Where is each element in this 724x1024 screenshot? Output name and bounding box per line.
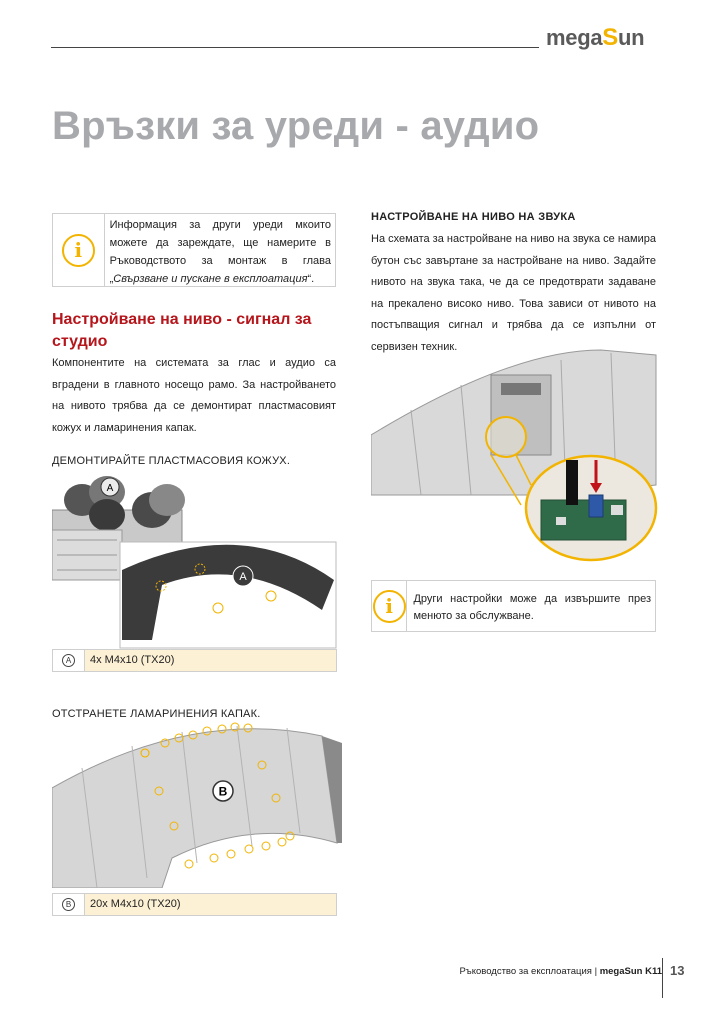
level-potentiometer (589, 495, 603, 517)
legend-row-a (52, 649, 337, 672)
section-heading: Настройване на ниво - сигнал за студио (52, 311, 312, 350)
svg-text:A: A (239, 571, 247, 583)
info-note-text: Информация за други уреди мкоито можете да зареждате, ще намерите в Ръководството за монтаж в глава „Свързване и пускане в експлоатация“. (109, 219, 331, 285)
page-number: 13 (670, 963, 685, 978)
step-instruction-2: ОТСТРАНЕТЕ ЛАМАРИНЕНИЯ КАПАК. (52, 708, 261, 720)
plastic-cover-figure (52, 470, 342, 650)
legend-key-a: A (53, 650, 85, 671)
header-rule (51, 47, 539, 48)
legend-key-b: B (53, 894, 85, 915)
info-icon: i (62, 234, 95, 267)
metal-cover-figure (52, 718, 342, 888)
info-note-box-2 (371, 580, 656, 632)
legend-value-a: 4x M4x10 (TX20) (90, 654, 175, 666)
audio-cable (566, 460, 578, 505)
callout-a-small (101, 478, 119, 496)
step-instruction-1: ДЕМОНТИРАЙТЕ ПЛАСТМАСОВИЯ КОЖУХ. (52, 455, 291, 467)
footer-text: Ръководство за експлоатация | megaSun K11 (459, 966, 662, 977)
info-icon: i (373, 590, 406, 623)
sound-board-figure (371, 345, 661, 565)
right-paragraph: На схемата за настройване на ниво на звука се намира бутон със завъртане за настройване на ниво. Задайте нивото на звука така, че да се предотврати задаване на прекалено високо ниво. Това зависи от нивото на постъпващия сигнал и трябва да се изпълни от сервизен техник. (371, 233, 656, 353)
right-heading: НАСТРОЙВАНЕ НА НИВО НА ЗВУКА (371, 211, 576, 223)
info-note-box (52, 213, 336, 287)
footer-divider (662, 958, 663, 998)
callout-b (213, 781, 233, 801)
section-paragraph: Компонентите на системата за глас и аудио са вградени в главното носещо рамо. За настройването на нивото трябва да се демонтират пластмасовият кожух и ламаринения капак. (52, 357, 336, 434)
callout-a-large (233, 566, 253, 586)
svg-text:A: A (106, 483, 114, 494)
brand-logo: megaSun (546, 24, 645, 51)
svg-text:B: B (218, 784, 228, 799)
info-icon-cell (53, 214, 105, 286)
metal-cover-shape (52, 729, 337, 888)
info-icon-cell-2 (372, 581, 407, 631)
page-title: Връзки за уреди - аудио (52, 104, 540, 148)
legend-row-b (52, 893, 337, 916)
sound-board-detail (526, 456, 656, 560)
legend-value-b: 20x M4x10 (TX20) (90, 898, 181, 910)
module-component (501, 383, 541, 395)
info-note-text-2: Други настройки може да извършите през менюто за обслужване. (413, 593, 651, 622)
zoom-source-circle (486, 417, 526, 457)
